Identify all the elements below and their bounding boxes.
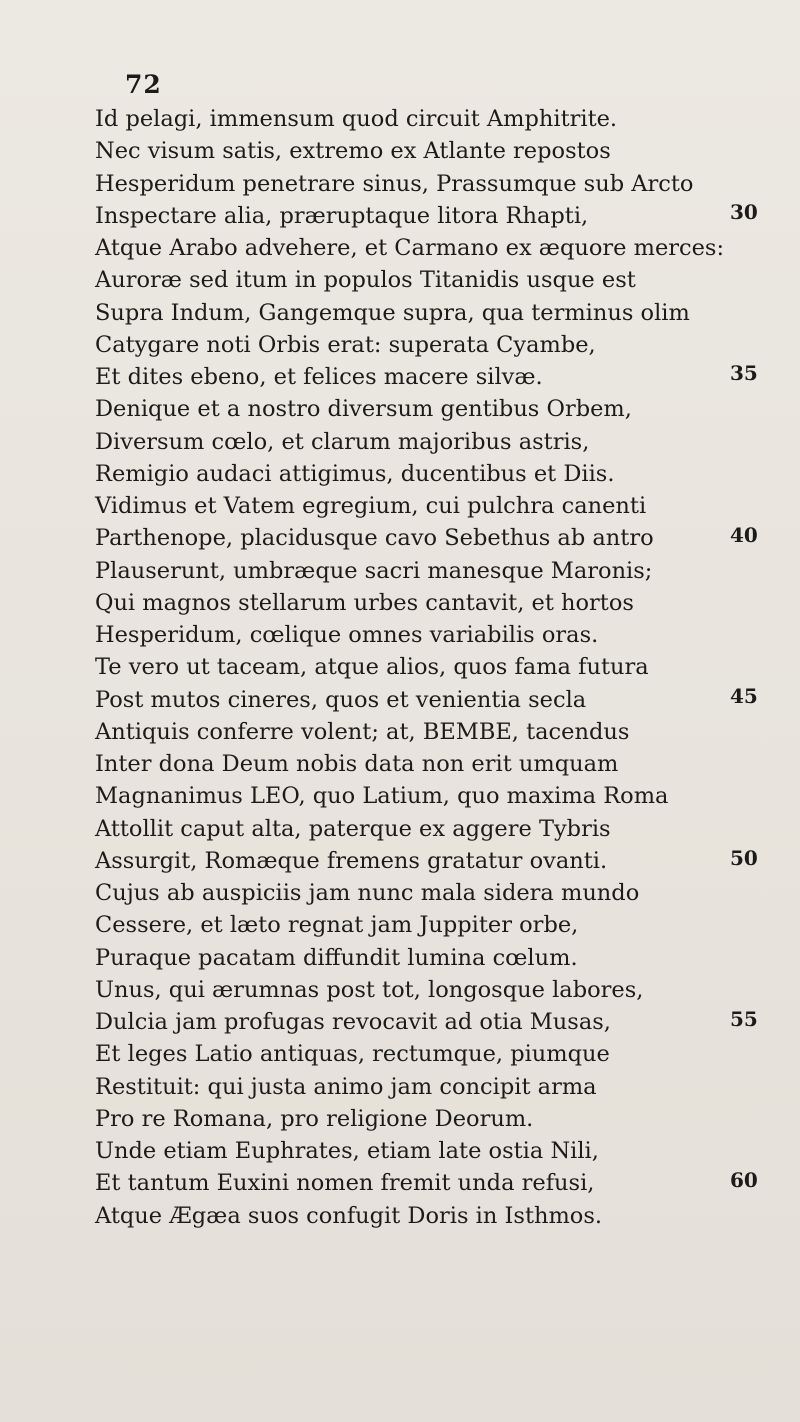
page-number: 72 <box>125 70 162 99</box>
verse-line: Vidimus et Vatem egregium, cui pulchra canenti <box>95 493 647 519</box>
line-number-marker: 50 <box>730 846 758 870</box>
verse-line: Cujus ab auspiciis jam nunc mala sidera mundo <box>95 880 640 906</box>
verse-line: Remigio audaci attigimus, ducentibus et Diis. <box>95 460 615 487</box>
verse-line: Unde etiam Euphrates, etiam late ostia Nili, <box>95 1138 599 1164</box>
verse-line: Puraque pacatam diffundit lumina cœlum. <box>95 944 578 971</box>
line-number-marker: 40 <box>730 523 758 547</box>
verse-line: Magnanimus LEO, quo Latium, quo maxima Roma <box>95 783 669 810</box>
verse-line: Qui magnos stellarum urbes cantavit, et hortos <box>95 589 634 616</box>
verse-line: Cessere, et læto regnat jam Juppiter orbe, <box>95 912 579 939</box>
verse-line: Hesperidum, cœlique omnes variabilis oras. <box>95 622 599 648</box>
verse-line: Supra Indum, Gangemque supra, qua terminus olim <box>95 299 690 326</box>
line-number-marker: 60 <box>730 1168 758 1192</box>
verse-line: Antiquis conferre volent; at, BEMBE, tacendus <box>95 718 630 745</box>
line-number-marker: 45 <box>730 684 758 708</box>
verse-line: Id pelagi, immensum quod circuit Amphitrite. <box>95 106 618 132</box>
verse-line: Denique et a nostro diversum gentibus Orbem, <box>95 396 632 423</box>
verse-line: Assurgit, Romæque fremens gratatur ovanti. <box>95 847 608 874</box>
verse-line: Diversum cœlo, et clarum majoribus astris, <box>95 428 590 455</box>
verse-line: Atque Ægæa suos confugit Doris in Isthmos. <box>95 1202 603 1229</box>
line-number-marker: 55 <box>730 1007 758 1031</box>
verse-line: Et tantum Euxini nomen fremit unda refusi, <box>95 1170 595 1197</box>
verse-line: Parthenope, placidusque cavo Sebethus ab antro <box>95 525 654 552</box>
verse-line: Dulcia jam profugas revocavit ad otia Musas, <box>95 1009 611 1035</box>
verse-line: Inspectare alia, præruptaque litora Rhapti, <box>95 202 589 229</box>
verse-line: Inter dona Deum nobis data non erit umquam <box>95 751 619 777</box>
verse-line: Restituit: qui justa animo jam concipit arma <box>95 1073 597 1100</box>
verse-line: Attollit caput alta, paterque ex aggere Tybris <box>95 815 611 842</box>
line-number-marker: 30 <box>730 200 758 224</box>
verse-line: Unus, qui ærumnas post tot, longosque labores, <box>95 976 644 1003</box>
verse-line: Et dites ebeno, et felices macere silvæ. <box>95 364 543 390</box>
verse-line: Hesperidum penetrare sinus, Prassumque sub Arcto <box>95 170 694 197</box>
verse-line: Nec visum satis, extremo ex Atlante repostos <box>95 138 611 165</box>
verse-line: Pro re Romana, pro religione Deorum. <box>95 1105 534 1132</box>
verse-line: Plauserunt, umbræque sacri manesque Maronis; <box>95 557 653 584</box>
verse-line: Catygare noti Orbis erat: superata Cyambe, <box>95 331 596 358</box>
verse-line: Auroræ sed itum in populos Titanidis usque est <box>95 267 636 294</box>
line-number-marker: 35 <box>730 361 758 385</box>
verse-block <box>95 103 745 1232</box>
verse-line: Et leges Latio antiquas, rectumque, piumque <box>95 1041 610 1068</box>
verse-line: Post mutos cineres, quos et venientia secla <box>95 686 587 713</box>
verse-line: Te vero ut taceam, atque alios, quos fama futura <box>95 654 649 681</box>
verse-line: Atque Arabo advehere, et Carmano ex æquore merces: <box>95 235 725 261</box>
